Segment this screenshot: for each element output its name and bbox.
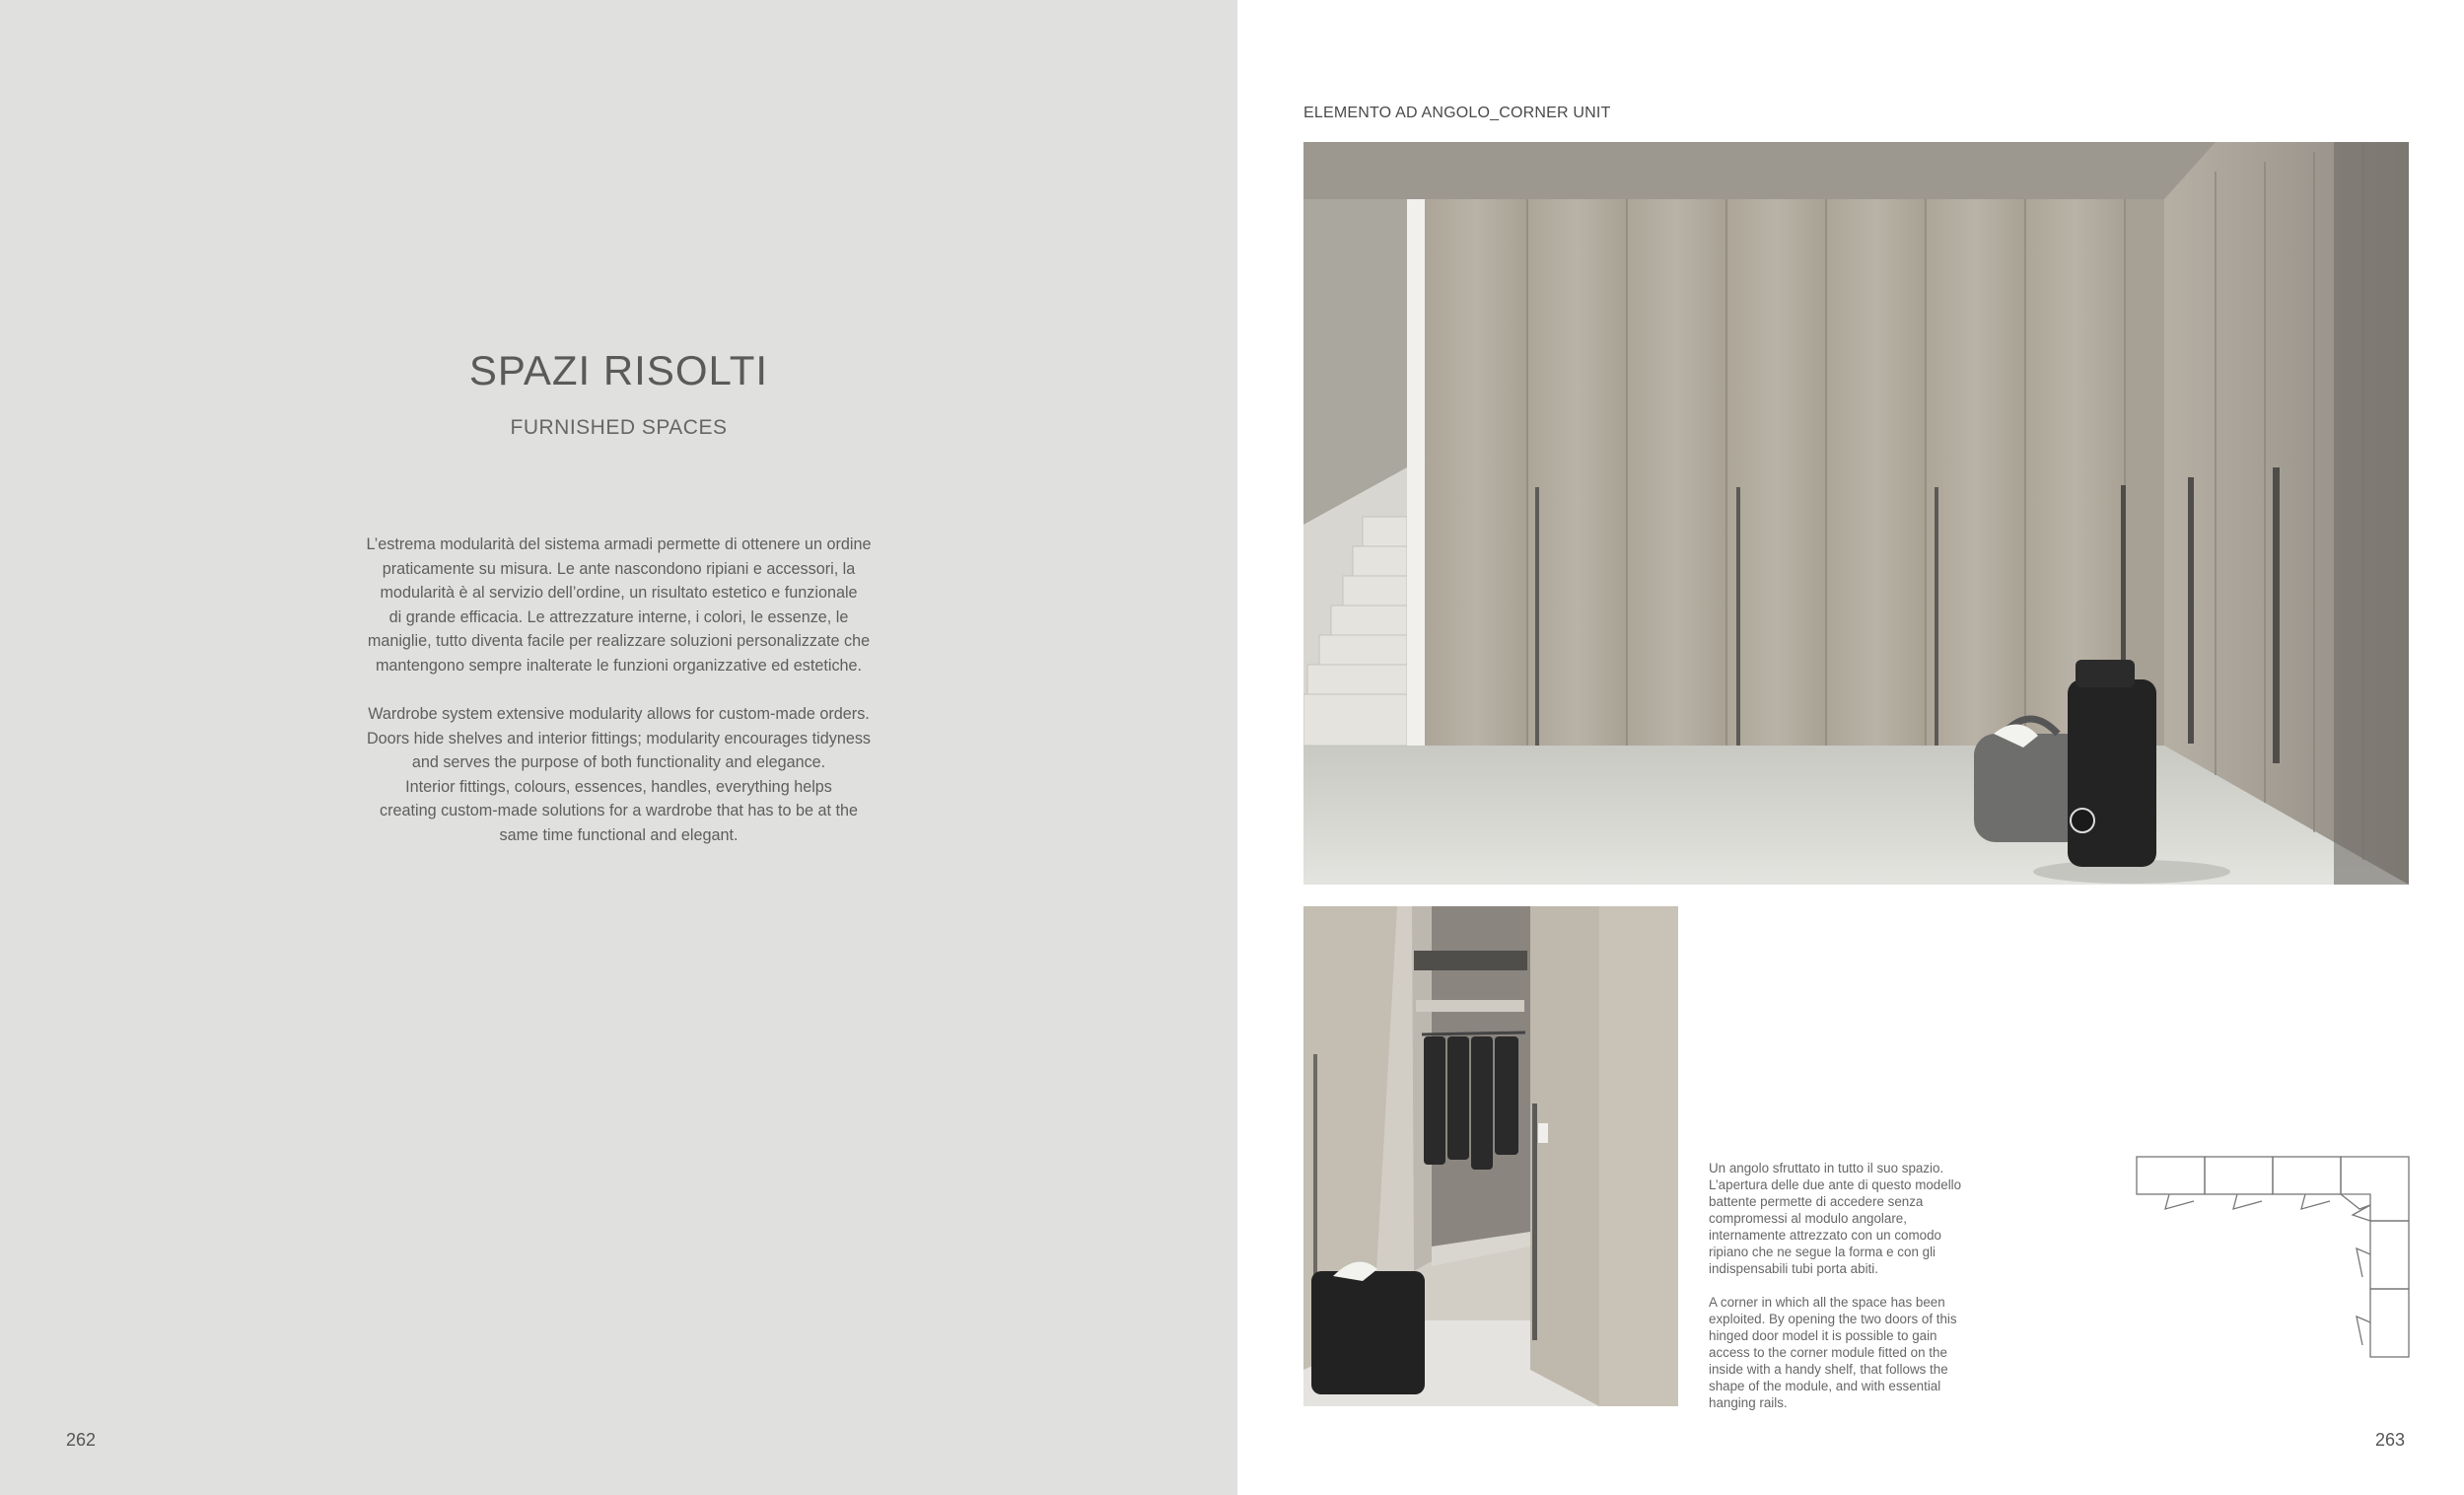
text-line: creating custom-made solutions for a wardrobe that has to be at the — [380, 802, 858, 820]
section-label: ELEMENTO AD ANGOLO_CORNER UNIT — [1303, 105, 1611, 121]
caption-italian — [1709, 1160, 2005, 1277]
caption-line: L’apertura delle due ante di questo modello — [1709, 1177, 1962, 1192]
intro-text-italian — [340, 533, 897, 678]
text-line: Wardrobe system extensive modularity allows for custom-made orders. — [368, 705, 870, 723]
caption-line: battente permette di accedere senza — [1709, 1194, 1924, 1209]
text-line: and serves the purpose of both functionality and elegance. — [411, 753, 826, 772]
caption-line: exploited. By opening the two doors of this — [1709, 1312, 1957, 1326]
wardrobe-room-illustration — [1303, 142, 2409, 885]
open-wardrobe-illustration — [1303, 906, 1678, 1406]
caption-line: A corner in which all the space has been — [1709, 1295, 1945, 1310]
text-line: modularità è al servizio dell’ordine, un risultato estetico e funzionale — [380, 584, 858, 603]
caption-line: access to the corner module fitted on the — [1709, 1345, 1947, 1360]
caption-line: shape of the module, and with essential — [1709, 1379, 1941, 1393]
caption-line: indispensabili tubi porta abiti. — [1709, 1261, 1878, 1276]
main-photo-corner-wardrobe — [1303, 142, 2409, 885]
text-line: Interior fittings, colours, essences, handles, everything helps — [405, 777, 832, 796]
caption-english — [1709, 1294, 2005, 1411]
caption-line: Un angolo sfruttato in tutto il suo spazio. — [1709, 1161, 1944, 1175]
text-line: L’estrema modularità del sistema armadi permette di ottenere un ordine — [366, 535, 872, 553]
corner-unit-floor-plan — [2130, 1154, 2412, 1366]
caption-line: compromessi al modulo angolare, — [1709, 1211, 1907, 1226]
text-line: mantengono sempre inalterate le funzioni organizzative ed estetiche. — [375, 656, 863, 675]
text-line: maniglie, tutto diventa facile per realizzare soluzioni personalizzate che — [367, 632, 871, 651]
text-line: same time functional and elegant. — [499, 825, 739, 844]
text-line: di grande efficacia. Le attrezzature interne, i colori, le essenze, le — [388, 607, 849, 626]
page-number-left: 262 — [66, 1430, 97, 1450]
caption-line: inside with a handy shelf, that follows the — [1709, 1362, 1948, 1377]
text-line: Doors hide shelves and interior fittings; modularity encourages tidyness — [366, 729, 872, 748]
caption-line: hanging rails. — [1709, 1395, 1788, 1410]
caption-line: ripiano che ne segue la forma e con gli — [1709, 1245, 1936, 1259]
detail-photo-open-corner — [1303, 906, 1678, 1406]
page-title: SPAZI RISOLTI — [468, 347, 769, 393]
page-number-right: 263 — [2375, 1430, 2406, 1450]
caption-line: hinged door model it is possible to gain — [1709, 1328, 1937, 1343]
page-subtitle: FURNISHED SPACES — [510, 416, 728, 439]
caption-line: internamente attrezzato con un comodo — [1709, 1228, 1941, 1243]
intro-text-english — [340, 702, 897, 848]
text-line: praticamente su misura. Le ante nascondono ripiani e accessori, la — [382, 559, 856, 578]
